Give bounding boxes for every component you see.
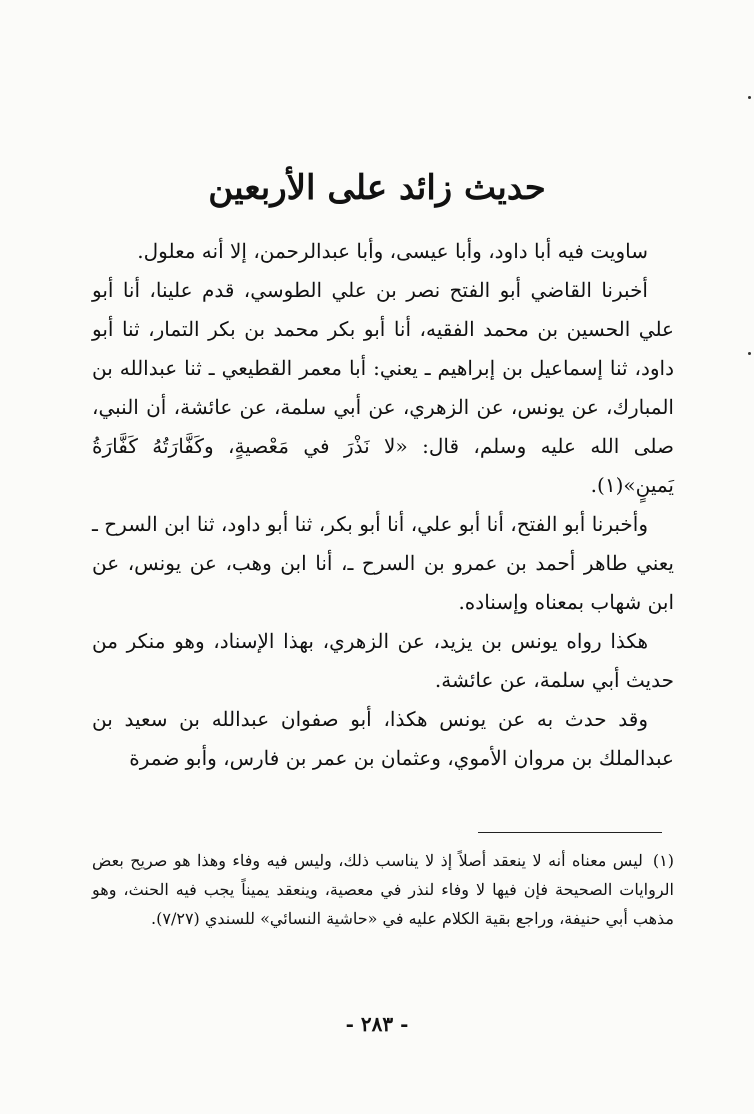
- paragraph: وأخبرنا أبو الفتح، أنا أبو علي، أنا أبو بكر، ثنا أبو داود، ثنا ابن السرح ـ يعني طاهر أحمد بن عمرو بن السرح ـ، أنا ابن وهب، عن يونس، عن ابن شهاب بمعناه وإسناده.: [92, 512, 674, 614]
- scan-speck: [748, 96, 751, 99]
- scan-speck: [748, 352, 751, 355]
- paragraph: ساويت فيه أبا داود، وأبا عيسى، وأبا عبدالرحمن، إلا أنه معلول.: [137, 239, 648, 263]
- paragraph: أخبرنا القاضي أبو الفتح نصر بن علي الطوسي، قدم علينا، أنا أبو علي الحسين بن محمد الفقيه، أنا أبو بكر محمد بن بكر التمار، ثنا أبو داود، ثنا إسماعيل بن إبراهيم ـ يعني: أبا معمر القطيعي ـ ثنا عبدالله بن المبارك، عن يونس، عن الزهري، عن أبي سلمة، عن عائشة، أن النبي، صلى الله عليه وسلم، قال: «لا نَذْرَ في مَعْصيةٍ، وكَفَّارَتُهُ كَفَّارَةُ يَمينٍ»(١).: [92, 278, 674, 497]
- footnote: [92, 846, 674, 933]
- paragraph: وقد حدث به عن يونس هكذا، أبو صفوان عبدالله بن سعيد بن عبدالملك بن مروان الأموي، وعثمان بن عمر بن فارس، وأبو ضمرة: [92, 707, 674, 770]
- paragraph: هكذا رواه يونس بن يزيد، عن الزهري، بهذا الإسناد، وهو منكر من حديث أبي سلمة، عن عائشة.: [92, 629, 674, 692]
- footnote-divider: [478, 832, 662, 833]
- chapter-title: حديث زائد على الأربعين: [208, 168, 546, 208]
- page-number: - ٢٨٣ -: [345, 1012, 409, 1036]
- footnote-marker: (١): [652, 851, 674, 870]
- footnote-text: ليس معناه أنه لا ينعقد أصلاً إذ لا يناسب ذلك، وليس فيه وفاء وهذا هو صريح بعض الروايات الصحيحة فإن فيها لا وفاء لنذر في معصية، وينعقد يميناً يجب فيه الحنث، وهو مذهب أبي حنيفة، وراجع بقية الكلام عليه في «حاشية النسائي» للسندي (٧/٢٧).: [92, 851, 674, 928]
- main-text: [92, 232, 674, 778]
